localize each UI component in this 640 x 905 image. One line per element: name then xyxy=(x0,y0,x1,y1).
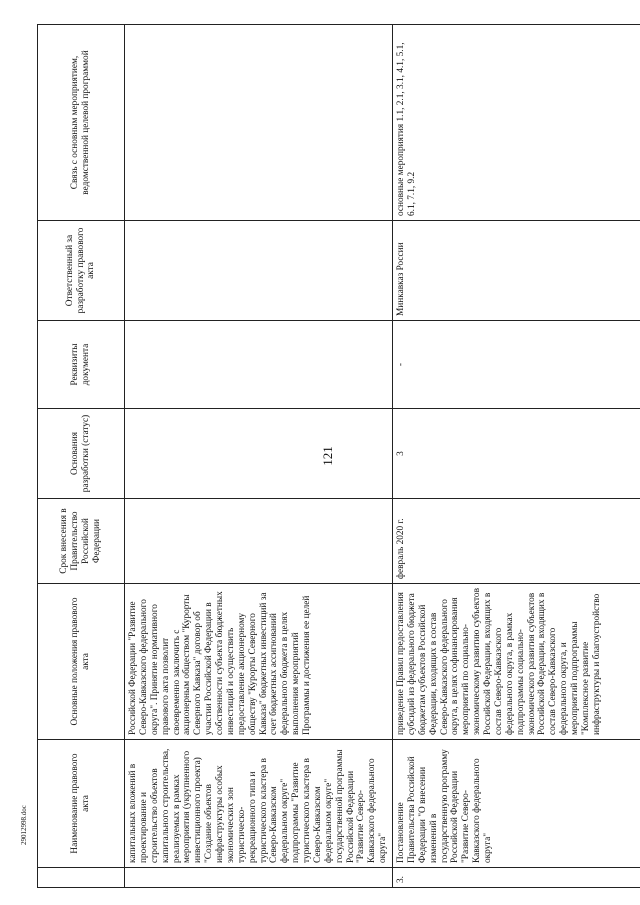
header-number xyxy=(38,868,125,888)
legal-acts-table xyxy=(37,24,640,888)
header-responsible: Ответственный за разработку правового акта xyxy=(38,221,125,321)
header-program-link: Связь с основным мероприятием, ведомственной целевой программой xyxy=(38,25,125,221)
program-link-cell: основные мероприятия 1.1, 2.1, 3.1, 4.1, 5.1, 6.1, 7.1, 9.2 xyxy=(393,25,640,221)
table-header-row xyxy=(38,25,125,888)
deadline-cell: февраль 2020 г. xyxy=(393,499,640,584)
responsible-cell: Минкавказ России xyxy=(393,221,640,321)
act-name-cell: Постановление Правительства Российской Федерации "О внесении изменений в государственную программу Российской Федерации "Развитие Северо-Кавказского федерального округа" xyxy=(393,740,640,868)
basis-cell xyxy=(125,409,393,499)
program-link-cell xyxy=(125,25,393,221)
deadline-cell xyxy=(125,499,393,584)
page-number: 121 xyxy=(320,446,335,466)
legal-acts-table-container xyxy=(37,25,615,888)
header-submission-deadline: Срок внесения в Правительство Российской Федерации xyxy=(38,499,125,584)
requisites-cell xyxy=(125,321,393,409)
row-number xyxy=(125,868,393,888)
footer-document-code: 29012998.doc xyxy=(20,805,28,845)
responsible-cell xyxy=(125,221,393,321)
header-act-name: Наименование правового акта xyxy=(38,740,125,868)
provisions-cell: Российской Федерации "Развитие Северо-Кавказского федерального округа". Принятие нормативного правового акта позволит своевременно заключить с акционерным обществом "Курорты Северного Кавказа" договор об участии Российской Федерации в собственности субъекта бюджетных инвестиций и осуществить предоставление акционерному обществу "Курорты Северного Кавказа" бюджетных инвестиций за счет бюджетных ассигнований федерального бюджета в целях выполнения мероприятий Программы и достижения ее целей xyxy=(125,584,393,740)
basis-cell: 3 xyxy=(393,409,640,499)
provisions-cell: приведение Правил предоставления субсидий из федерального бюджета бюджетам субъектов Российской Федерации, входящих в состав Северо-Кавказского федерального округа, в целях софинансирования мероприятий по социально-экономическому развитию субъектов Российской Федерации, входящих в состав Северо-Кавказского федерального округа, в рамках подпрограммы социально-экономического развития субъектов Российской Федерации, входящих в состав Северо-Кавказского федерального округа, и мероприятий подпрограммы "Комплексное развитие инфраструктуры и благоустройство xyxy=(393,584,640,740)
header-development-basis: Основания разработки (статус) xyxy=(38,409,125,499)
table-row xyxy=(393,25,640,888)
header-main-provisions: Основные положения правового акта xyxy=(38,584,125,740)
table-row xyxy=(125,25,393,888)
act-name-cell: капитальных вложений в проектирование и строительство объектов капитального строительства, реализуемых в рамках мероприятия (укрупненного инвестиционного проекта) "Создание объектов инфраструктуры особых экономических зон туристическо-рекреационного типа и туристического кластера в Северо-Кавказском федеральном округе" подпрограммы "Развитие туристического кластера в Северо-Кавказском федеральном округе" государственной программы Российской Федерации "Развитие Северо-Кавказского федерального округа" xyxy=(125,740,393,868)
row-number: 3. xyxy=(393,868,640,888)
requisites-cell: - xyxy=(393,321,640,409)
header-document-requisites: Реквизиты документа xyxy=(38,321,125,409)
